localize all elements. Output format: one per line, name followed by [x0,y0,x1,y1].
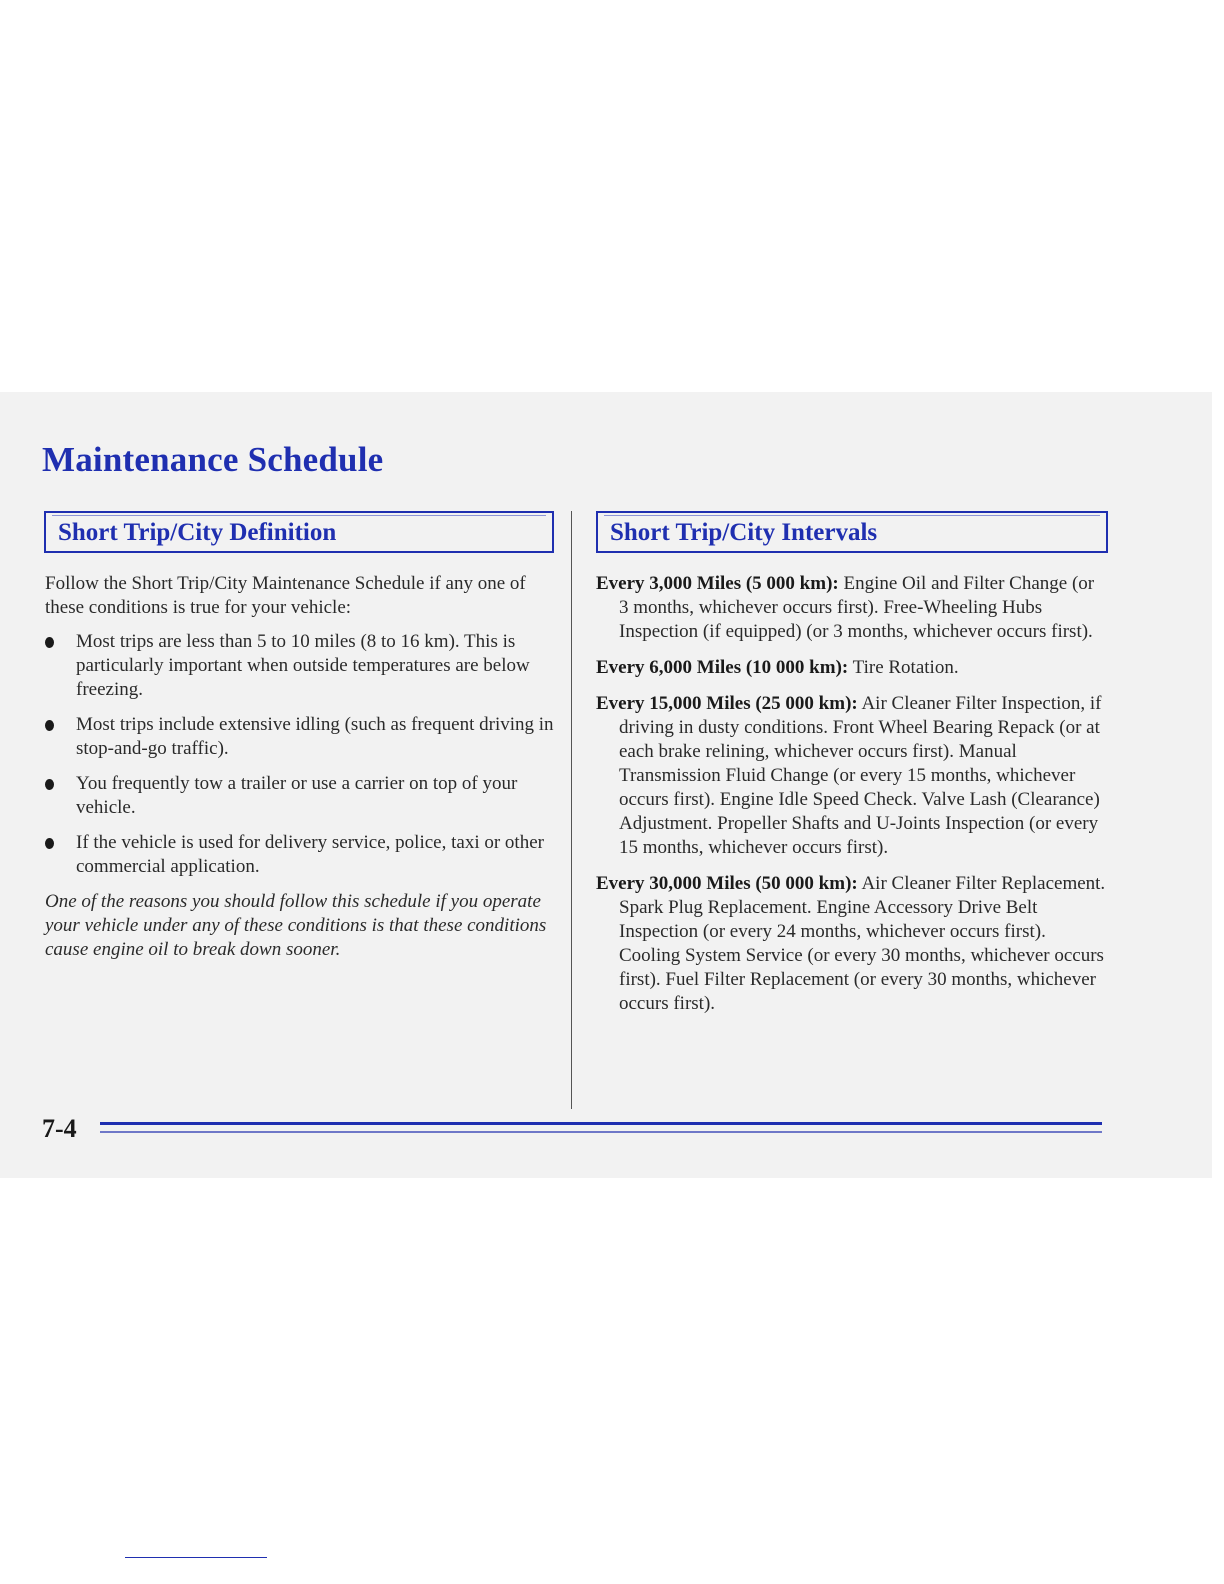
interval-text: Tire Rotation. [852,657,959,678]
footer-link-line [125,1557,267,1558]
interval-item [596,692,1108,860]
condition-item [45,630,555,702]
condition-text: Most trips are less than 5 to 10 miles (8 to 16 km). This is particularly important when outside temperatures are below freezing. [76,631,530,700]
page-number: 7-4 [42,1114,77,1143]
definition-column [45,572,555,962]
intervals-heading: Short Trip/City Intervals [610,519,878,546]
definition-heading-box [44,511,554,553]
interval-text: Air Cleaner Filter Replacement. Spark Plug Replacement. Engine Accessory Drive Belt Inspection (or every 24 months, whichever occurs first). Cooling System Service (or every 30 months, whichever occurs first). Fuel Filter Replacement (or every 30 months, whichever occurs first). [619,873,1106,1014]
bullet-icon [45,779,54,790]
footer-rule-thin [100,1131,1102,1133]
bullet-icon [45,720,54,731]
bullet-icon [45,637,54,648]
condition-text: Most trips include extensive idling (such as frequent driving in stop-and-go traffic). [76,714,554,759]
page-title: Maintenance Schedule [42,440,384,479]
interval-text: Engine Oil and Filter Change (or 3 months, whichever occurs first). Free-Wheeling Hubs Inspection (if equipped) (or 3 months, whichever occurs first). [619,573,1095,642]
interval-label: Every 15,000 Miles (25 000 km): [596,693,858,714]
interval-label: Every 30,000 Miles (50 000 km): [596,873,858,894]
schedule-note: One of the reasons you should follow this schedule if you operate your vehicle under any of these conditions is that these conditions cause engine oil to break down sooner. [45,891,547,960]
conditions-list [45,630,555,879]
definition-heading: Short Trip/City Definition [58,519,337,546]
condition-item [45,831,555,879]
interval-text: Air Cleaner Filter Inspection, if driving in dusty conditions. Front Wheel Bearing Repack (or at each brake relining, whichever occurs first). Manual Transmission Fluid Change (or every 15 months, whichever occurs first). Engine Idle Speed Check. Valve Lash (Clearance) Adjustment. Propeller Shafts and U-Joints Inspection (or every 15 months, whichever occurs first). [619,693,1102,858]
footer-rule [100,1122,1102,1125]
condition-text: You frequently tow a trailer or use a carrier on top of your vehicle. [76,773,518,818]
bullet-icon [45,838,54,849]
interval-label: Every 3,000 Miles (5 000 km): [596,573,839,594]
interval-item [596,656,1108,680]
interval-item [596,872,1108,1016]
definition-intro: Follow the Short Trip/City Maintenance Schedule if any one of these conditions is true for your vehicle: [45,573,526,618]
condition-item [45,772,555,820]
intervals-heading-box [596,511,1108,553]
interval-label: Every 6,000 Miles (10 000 km): [596,657,849,678]
intervals-column [596,572,1108,1028]
column-divider [571,511,572,1109]
condition-item [45,713,555,761]
interval-item [596,572,1108,644]
condition-text: If the vehicle is used for delivery service, police, taxi or other commercial application. [76,832,544,877]
